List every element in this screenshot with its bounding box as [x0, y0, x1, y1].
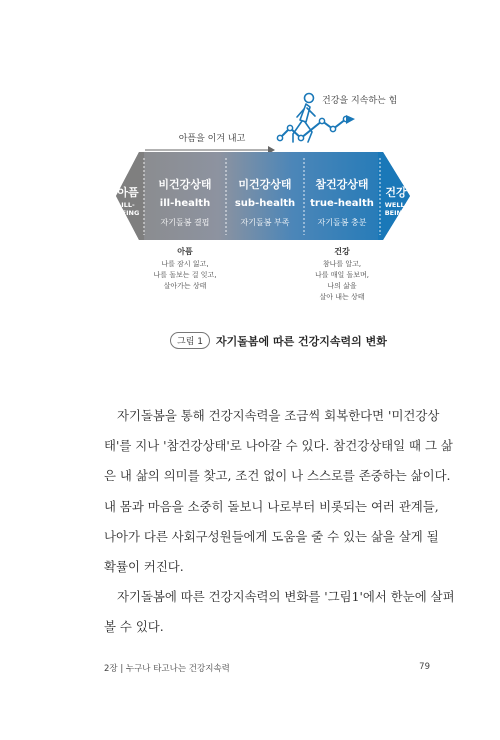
body-line: 볼 수 있다. — [104, 619, 164, 635]
state-1-care: 자기돌봄 결핍 — [160, 218, 210, 227]
state-1-name: 비건강상태 — [158, 178, 212, 191]
state-3-name: 참건강상태 — [315, 178, 369, 191]
chapter-running-head: 2장 | 누구나 타고나는 건강지속력 — [104, 664, 230, 674]
state-1-english: ill-health — [159, 198, 211, 209]
body-line: 나아가 다른 사회구성원들에게 도움을 줄 수 있는 삶을 살게 될 — [104, 528, 439, 544]
body-line: 자기돌봄에 따른 건강지속력의 변화를 '그림1'에서 한눈에 살펴 — [117, 589, 455, 605]
state-2-care: 자기돌봄 부족 — [240, 218, 290, 227]
state-2-name: 미건강상태 — [238, 178, 292, 191]
left-note-title: 아픔 — [177, 247, 193, 256]
right-note-line-2: 나를 매일 돌보며, — [314, 271, 370, 279]
left-end-title: 아픔 — [117, 186, 139, 199]
body-line: 태'를 지나 '참건강상태'로 나아갈 수 있다. 참건강상태일 때 그 삶 — [104, 438, 453, 454]
left-note-line-1: 나를 잠시 잃고, — [161, 260, 209, 268]
state-3-english: true-health — [310, 198, 374, 209]
right-note-title: 건강 — [334, 247, 350, 256]
top-arrow-label: 아픔을 이겨 내고 — [178, 134, 246, 144]
page-footer — [104, 662, 430, 674]
figure-caption-title: 자기돌봄에 따른 건강지속력의 변화 — [215, 334, 387, 348]
body-text — [104, 401, 455, 643]
left-note-line-2: 나를 돌보는 걸 잊고, — [153, 271, 217, 279]
body-line: 확률이 커진다. — [104, 559, 184, 575]
self-care-figure — [0, 0, 500, 330]
right-note-line-1: 참나를 알고, — [322, 260, 362, 268]
figure-caption — [170, 332, 387, 349]
state-3-care: 자기돌봄 충분 — [317, 218, 367, 227]
state-2-english: sub-health — [234, 198, 296, 209]
left-end-sub-2: BEING — [116, 209, 140, 217]
figure-number-badge: 그림 1 — [170, 332, 210, 349]
right-end-title: 건강 — [385, 186, 407, 199]
body-line: 은 내 삶의 의미를 찾고, 조건 없이 나 스스로를 존중하는 삶이다. — [104, 468, 451, 484]
page-number: 79 — [419, 662, 430, 672]
rising-label: 건강을 지속하는 힘 — [322, 96, 398, 106]
left-note-line-3: 살아가는 상태 — [163, 282, 207, 290]
body-line: 자기돌봄을 통해 건강지속력을 조금씩 회복한다면 '미건강상 — [117, 408, 440, 423]
body-line: 내 몸과 마음을 소중히 돌보니 나로부터 비롯되는 여러 관계들, — [104, 498, 439, 514]
right-note-line-4: 살아 내는 상태 — [319, 293, 365, 301]
right-note-line-3: 나의 삶을 — [327, 282, 357, 290]
right-end-sub-1: WELL- — [384, 201, 408, 209]
left-end-sub-1: ILL- — [121, 201, 135, 209]
right-end-sub-2: BEING — [384, 209, 408, 217]
rising-arrow-icon — [346, 115, 355, 124]
